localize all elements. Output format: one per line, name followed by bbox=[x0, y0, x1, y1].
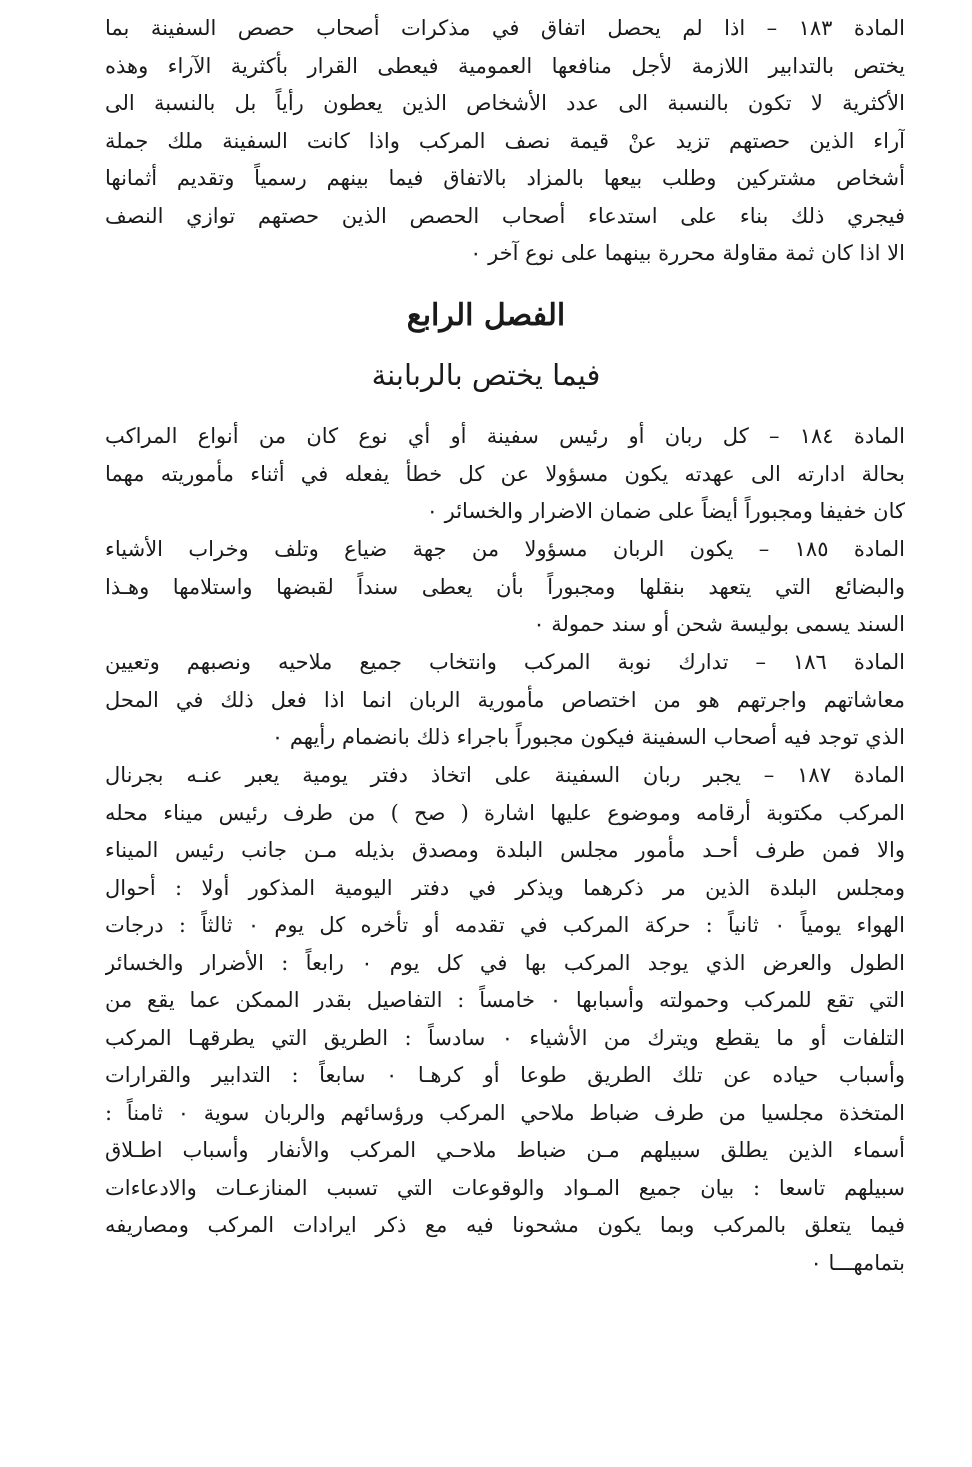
article-185-paragraph bbox=[105, 531, 905, 644]
article-186-paragraph bbox=[105, 644, 905, 757]
text-line: معاشاتهم واجرتهم هو من اختصاص مأمورية الربان انما اذا فعل ذلك في المحل bbox=[105, 687, 905, 712]
text-line: فيجري ذلك بناء على استدعاء أصحاب الحصص الذين حصتهم توازي النصف bbox=[105, 203, 905, 228]
chapter-subtitle: فيما يختص بالربابنة bbox=[371, 358, 601, 392]
text-line: المتخذة مجلسيا من طرف ضباط ملاحي المركب ورؤسائهم والربان سوية ٠ ثامناً : bbox=[105, 1100, 905, 1125]
text-line: التي تقع للمركب وحمولته وأسبابها ٠ خامساً : التفاصيل بقدر الممكن عما يقع من bbox=[105, 988, 905, 1012]
chapter-title: الفصل الرابع bbox=[406, 298, 566, 333]
text-line: بحالة ادارته الى عهدته يكون مسؤولا عن كل خطأ يفعله في أثناء مأموريته مهما bbox=[105, 461, 905, 486]
text-line: فيما يتعلق بالمركب وبما يكون مشحونا فيه مع ذكر ايرادات المركب ومصاريفه bbox=[105, 1213, 905, 1237]
text-line: والبضائع التي يتعهد بنقلها ومجبوراً بأن يعطى سنداً لقبضها واستلامها وهـذا bbox=[105, 574, 905, 599]
text-line: المادة ١٨٦ – تدارك نوبة المركب وانتخاب جميع ملاحيه ونصبهم وتعيين bbox=[105, 650, 905, 674]
text-line: والا فمن طرف أحـد مأمور مجلس البلدة ومصدق بذيله مـن جانب رئيس الميناء bbox=[105, 838, 905, 862]
text-line: الأكثرية لا تكون بالنسبة الى عدد الأشخاص الذين يعطون رأياً بل بالنسبة الى bbox=[105, 91, 905, 115]
text-line: سبيلهم تاسعا : بيان جميع المـواد والوقوعات التي تسبب المنازعـات والادعاءات bbox=[105, 1175, 905, 1200]
text-line: المادة ١٨٣ – اذا لم يحصل اتفاق في مذكرات أصحاب حصص السفينة بما bbox=[105, 16, 905, 40]
text-line: أشخاص مشتركين وطلب بيعها بالمزاد بالاتفاق فيما بينهم رسمياً وتقديم أثمانها bbox=[105, 166, 905, 190]
text-line: وأسباب حياده عن تلك الطريق طوعا أو كرهـا ٠ سابعاً : التدابير والقرارات bbox=[105, 1063, 905, 1087]
text-line: السند يسمى بوليسة شحن أو سند حمولة ٠ bbox=[533, 612, 905, 636]
text-line: التلفات أو ما يقطع ويترك من الأشياء ٠ سادساً : الطريق التي يطرقهـا المركب bbox=[105, 1025, 905, 1050]
text-line: المادة ١٨٧ – يجبر ربان السفينة على اتخاذ دفتر يومية يعبر عنـه بجرنال bbox=[105, 763, 905, 787]
article-187-paragraph bbox=[105, 757, 905, 1282]
text-line: أسماء الذين يطلق سبيلهم مـن ضباط ملاحـي المركب والأنفار وأسباب اطـلاق bbox=[105, 1138, 905, 1162]
text-line: الهواء يومياً ٠ ثانياً : حركة المركب في تقدمه أو تأخره كل يوم ٠ ثالثاً : درجات bbox=[105, 913, 905, 937]
text-line: المركب مكتوبة أرقامه وموضوع عليها اشارة ( صح ) من طرف رئيس ميناء محله bbox=[105, 800, 905, 825]
article-183-paragraph bbox=[105, 10, 905, 273]
text-line: المادة ١٨٥ – يكون الربان مسؤولا من جهة ضياع وتلف وخراب الأشياء bbox=[105, 537, 905, 561]
text-line: المادة ١٨٤ – كل ربان أو رئيس سفينة أو أي نوع كان من أنواع المراكب bbox=[105, 424, 905, 448]
text-line: الا اذا كان ثمة مقاولة محررة بينهما على نوع آخر ٠ bbox=[470, 241, 905, 265]
text-line: بتمامهـــا ٠ bbox=[810, 1250, 905, 1275]
text-line: آراء الذين حصتهم تزيد عنْ قيمة نصف المركب واذا كانت السفينة ملك جملة bbox=[105, 128, 905, 153]
article-184-paragraph bbox=[105, 418, 905, 531]
text-line: الطول والعرض الذي يوجد المركب بها في كل يوم ٠ رابعاً : الأضرار والخسائر bbox=[105, 950, 905, 975]
text-line: الذي توجد فيه أصحاب السفينة فيكون مجبوراً باجراء ذلك بانضمام رأيهم ٠ bbox=[271, 725, 905, 749]
text-line: كان خفيفا ومجبوراً أيضاً على ضمان الاضرار والخسائر ٠ bbox=[426, 499, 905, 523]
text-line: يختص بالتدابير اللازمة لأجل منافعها العمومية فيعطى القرار بأكثرية الآراء وهذه bbox=[105, 53, 905, 78]
text-line: ومجلس البلدة الذين مر ذكرهما ويذكر في دفتر اليومية المذكور أولا : أحوال bbox=[105, 875, 905, 900]
